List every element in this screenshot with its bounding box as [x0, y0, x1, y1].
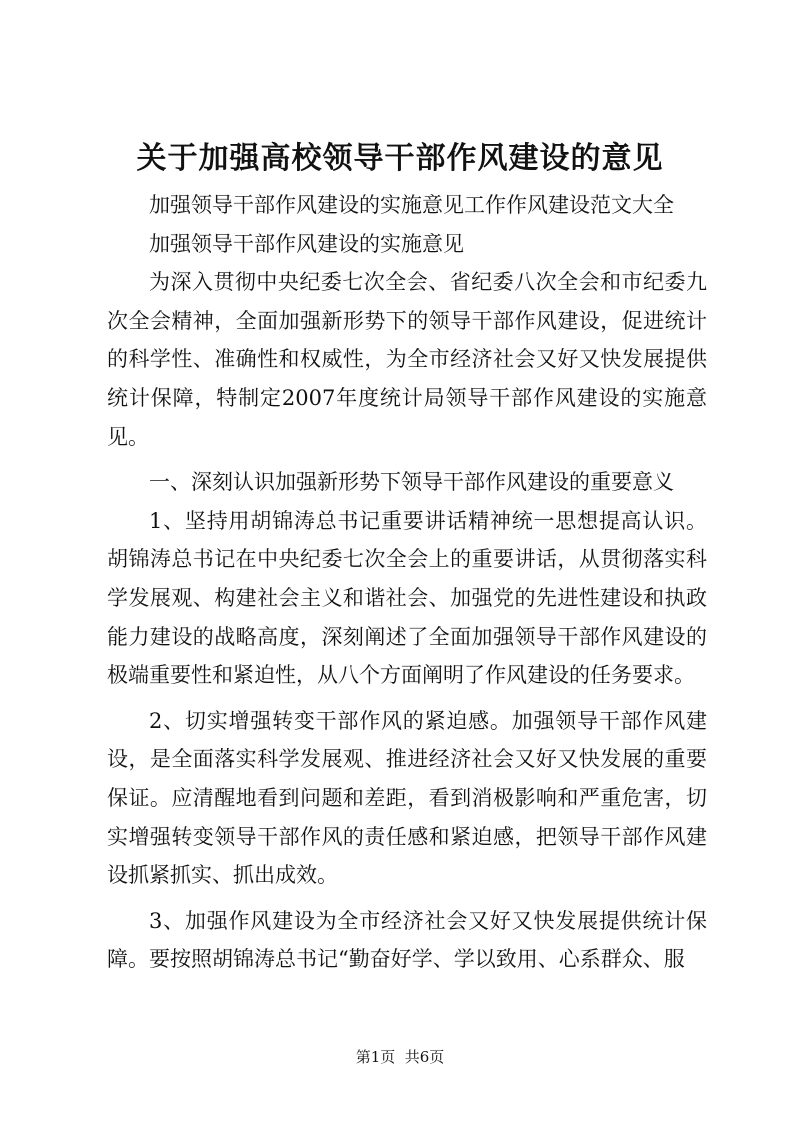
paragraph-subtitle: 加强领导干部作风建设的实施意见工作作风建设范文大全 [149, 193, 674, 217]
paragraph-point-3: 3、加强作风建设为全市经济社会又好又快发展提供统计保障。要按照胡锦涛总书记“勤奋好学、学以致用、心系群众、服 [107, 908, 707, 972]
paragraph-point-2: 2、切实增强转变干部作风的紧迫感。加强领导干部作风建设，是全面落实科学发展观、推进经济社会又好又快发展的重要保证。应清醒地看到问题和差距，看到消极影响和严重危害，切实增强转变领导干部作风的责任感和紧迫感，把领导干部作风建设抓紧抓实、抓出成效。 [107, 708, 707, 888]
paragraph-point-1: 1、坚持用胡锦涛总书记重要讲话精神统一思想提高认识。胡锦涛总书记在中央纪委七次全会上的重要讲话，从贯彻落实科学发展观、构建社会主义和谐社会、加强党的先进性建设和执政能力建设的战略高度，深刻阐述了全面加强领导干部作风建设的极端重要性和紧迫性，从八个方面阐明了作风建设的任务要求。 [107, 508, 707, 688]
document-body [107, 186, 707, 979]
document-title: 关于加强高校领导干部作风建设的意见 [136, 141, 664, 176]
section-heading: 一、深刻认识加强新形势下领导干部作风建设的重要意义 [149, 470, 674, 495]
paragraph-heading: 加强领导干部作风建设的实施意见 [149, 231, 464, 256]
page-footer: 第1页 共6页 [355, 1048, 445, 1066]
paragraph-intro: 为深入贯彻中央纪委七次全会、省纪委八次全会和市纪委九次全会精神，全面加强新形势下的领导干部作风建设，促进统计的科学性、准确性和权威性，为全市经济社会又好又快发展提供统计保障，特制定2007年度统计局领导干部作风建设的实施意见。 [107, 270, 707, 449]
